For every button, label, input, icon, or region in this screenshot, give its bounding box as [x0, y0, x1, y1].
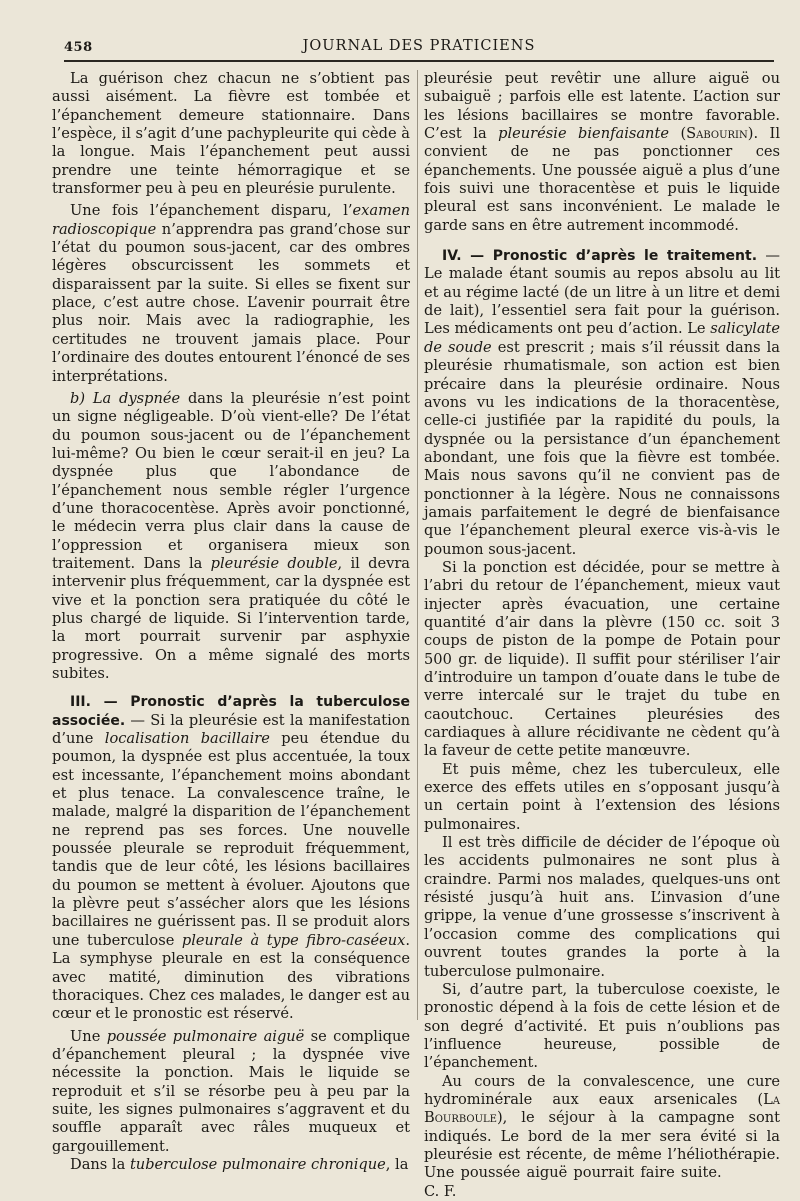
- paragraph: Dans la tuberculose pulmonaire chronique, la: [70, 1155, 409, 1173]
- paragraph: Il est très difficile de décider de l’époque où les accidents pulmonaires ne sont plus à craindre. Parmi nos malades, quelques-uns ont résisté jusqu’à huit ans. L’invasion d’une grippe, la venue d’une grossesse s’inscrivent à l’occasion comme des complications qui ouvrent toutes grandes la porte à la tuberculose pulmonaire.: [424, 834, 780, 980]
- paragraph: Et puis même, chez les tuberculeux, elle exerce des effets utiles en s’opposant jusqu’à un certain point à l’extension des lésions pulmonaires.: [424, 760, 780, 833]
- section-title: IV. — Pronostic d’après le traitement.: [442, 248, 758, 265]
- signature: C. F.: [424, 1182, 457, 1200]
- page-number: 458: [64, 40, 93, 55]
- paragraph: Une poussée pulmonaire aiguë se complique d’épanchement pleural ; la dyspnée vive nécessite la ponction. Mais le liquide se reproduit et s’il se résorbe peu à peu par la suite, les signes pulmonaires s’aggravent et du souffle apparaît avec râles muqueux et gargouillement.: [52, 1027, 410, 1155]
- paragraph: Si, d’autre part, la tuberculose coexiste, le pronostic dépend à la fois de cette lésion et de son degré d’activité. Et puis n’oublions pas l’influence heureuse, possible de l’épanchement.: [424, 980, 780, 1072]
- left-column: [52, 70, 411, 1173]
- right-column: [424, 70, 781, 1200]
- paragraph: Au cours de la convalescence, une cure hydrominérale aux eaux arsenicales (La Bourboule), le séjour à la campagne sont indiqués. Le bord de la mer sera évité si la pleurésie est récente, de même l’héliothérapie. Une poussée aiguë pourrait faire suite. C. F.: [424, 1072, 780, 1200]
- paragraph: Une fois l’épanchement disparu, l’examen radioscopique n’apprendra pas grand’chose sur l’état du poumon sous-jacent, car des ombres légères obscurcissent les sommets et disparaissent par la suite. Si elles se fixent sur place, c’est autre chose. L’avenir pourrait être plus noir. Mais avec la radiographie, les certitudes ne trouvent jamais place. Pour l’ordinaire des doutes entourent l’énoncé de ses interprétations.: [52, 202, 410, 385]
- section-title: III. — Pronostic d’après la tuberculose associée.: [52, 694, 410, 729]
- column-divider: [417, 70, 418, 1020]
- section-III: III. — Pronostic d’après la tuberculose associée. — Si la pleurésie est la manifestation d’une localisation bacillaire peu étendue du poumon, la dyspnée est plus accentuée, la toux est incessante, l’épanchement moins abondant et plus tenace. La convalescence traîne, le malade, malgré la disparition de l’épanchement ne reprend pas ses forces. Une nouvelle poussée pleurale se reproduit fréquemment, tandis que de leur côté, les lésions bacillaires du poumon se mettent à évoluer. Ajoutons que la plèvre peut s’assécher alors que les lésions bacillaires ne guérissent pas. Il se produit alors une tuberculose pleurale à type fibro-caséeux. La symphyse pleurale en est la conséquence avec matité, diminution des vibrations thoraciques. Chez ces malades, le danger est au cœur et le pronostic est réservé.: [52, 694, 410, 1023]
- paragraph: La guérison chez chacun ne s’obtient pas aussi aisément. La fièvre est tombée et l’épanchement demeure stationnaire. Dans l’espèce, il s’agit d’une pachypleurite qui cède à la longue. Mais l’épanchement peut aussi prendre une teinte hémorragique et se transformer peu à peu en pleurésie purulente.: [52, 70, 410, 198]
- page-header: [64, 38, 774, 62]
- paragraph: b) La dyspnée dans la pleurésie n’est point un signe négligeable. D’où vient-elle? De l’état du poumon sous-jacent ou de l’épanchement lui-même? Ou bien le cœur serait-il en jeu? La dyspnée plus que l’abondance de l’épanchement nous semble régler l’urgence d’une thoracocentèse. Après avoir ponctionné, le médecin verra plus clair dans la cause de l’oppression et organisera mieux son traitement. Dans la pleurésie double, il devra intervenir plus fréquemment, car la dyspnée est vive et la ponction sera pratiquée du côté le plus chargé de liquide. Si l’intervention tarde, la mort pourrait survenir par asphyxie progressive. On a même signalé des morts subites.: [52, 389, 411, 682]
- section-IV: IV. — Pronostic d’après le traitement. — Le malade étant soumis au repos absolu au lit et au régime lacté (de un litre à un litre et demi de lait), l’essentiel sera fait pour la guérison. Les médicaments ont peu d’action. Le salicylate de soude est prescrit ; mais s’il réussit dans la pleurésie rhumatismale, son action est bien précaire dans la pleurésie ordinaire. Nous avons vu les indications de la thoracentèse, celle-ci justifiée par la rapidité du pouls, la dyspnée ou la persistance d’un épanchement abondant, une fois que la fièvre est tombée. Mais nous savons qu’il ne convient pas de ponctionner à la légère. Nous ne connaissons jamais parfaitement le degré de bienfaisance que l’épanchement pleural exerce vis-à-vis le poumon sous-jacent.: [424, 247, 781, 558]
- paragraph: pleurésie peut revêtir une allure aiguë ou subaiguë ; parfois elle est latente. L’action sur les lésions bacillaires se montre favorable. C’est la pleurésie bienfaisante (Sabourin). Il convient de ne pas ponctionner ces épanchements. Une poussée aiguë a plus d’une fois suivi une thoracentèse et puis le liquide pleural est sans inconvénient. Le malade le garde sans en être autrement incommodé.: [424, 70, 780, 234]
- paragraph: Si la ponction est décidée, pour se mettre à l’abri du retour de l’épanchement, mieux vaut injecter après évacuation, une certaine quantité d’air dans la plèvre (150 cc. soit 3 coups de piston de la pompe de Potain pour 500 gr. de liquide). Il suffit pour stériliser l’air d’introduire un tampon d’ouate dans le tube de verre intercalé sur le trajet du tube en caoutchouc. Certaines pleurésies des cardiaques à allure récidivante ne cèdent qu’à la faveur de cette petite manœuvre.: [424, 558, 780, 760]
- journal-title: JOURNAL DES PRATICIENS: [302, 38, 536, 54]
